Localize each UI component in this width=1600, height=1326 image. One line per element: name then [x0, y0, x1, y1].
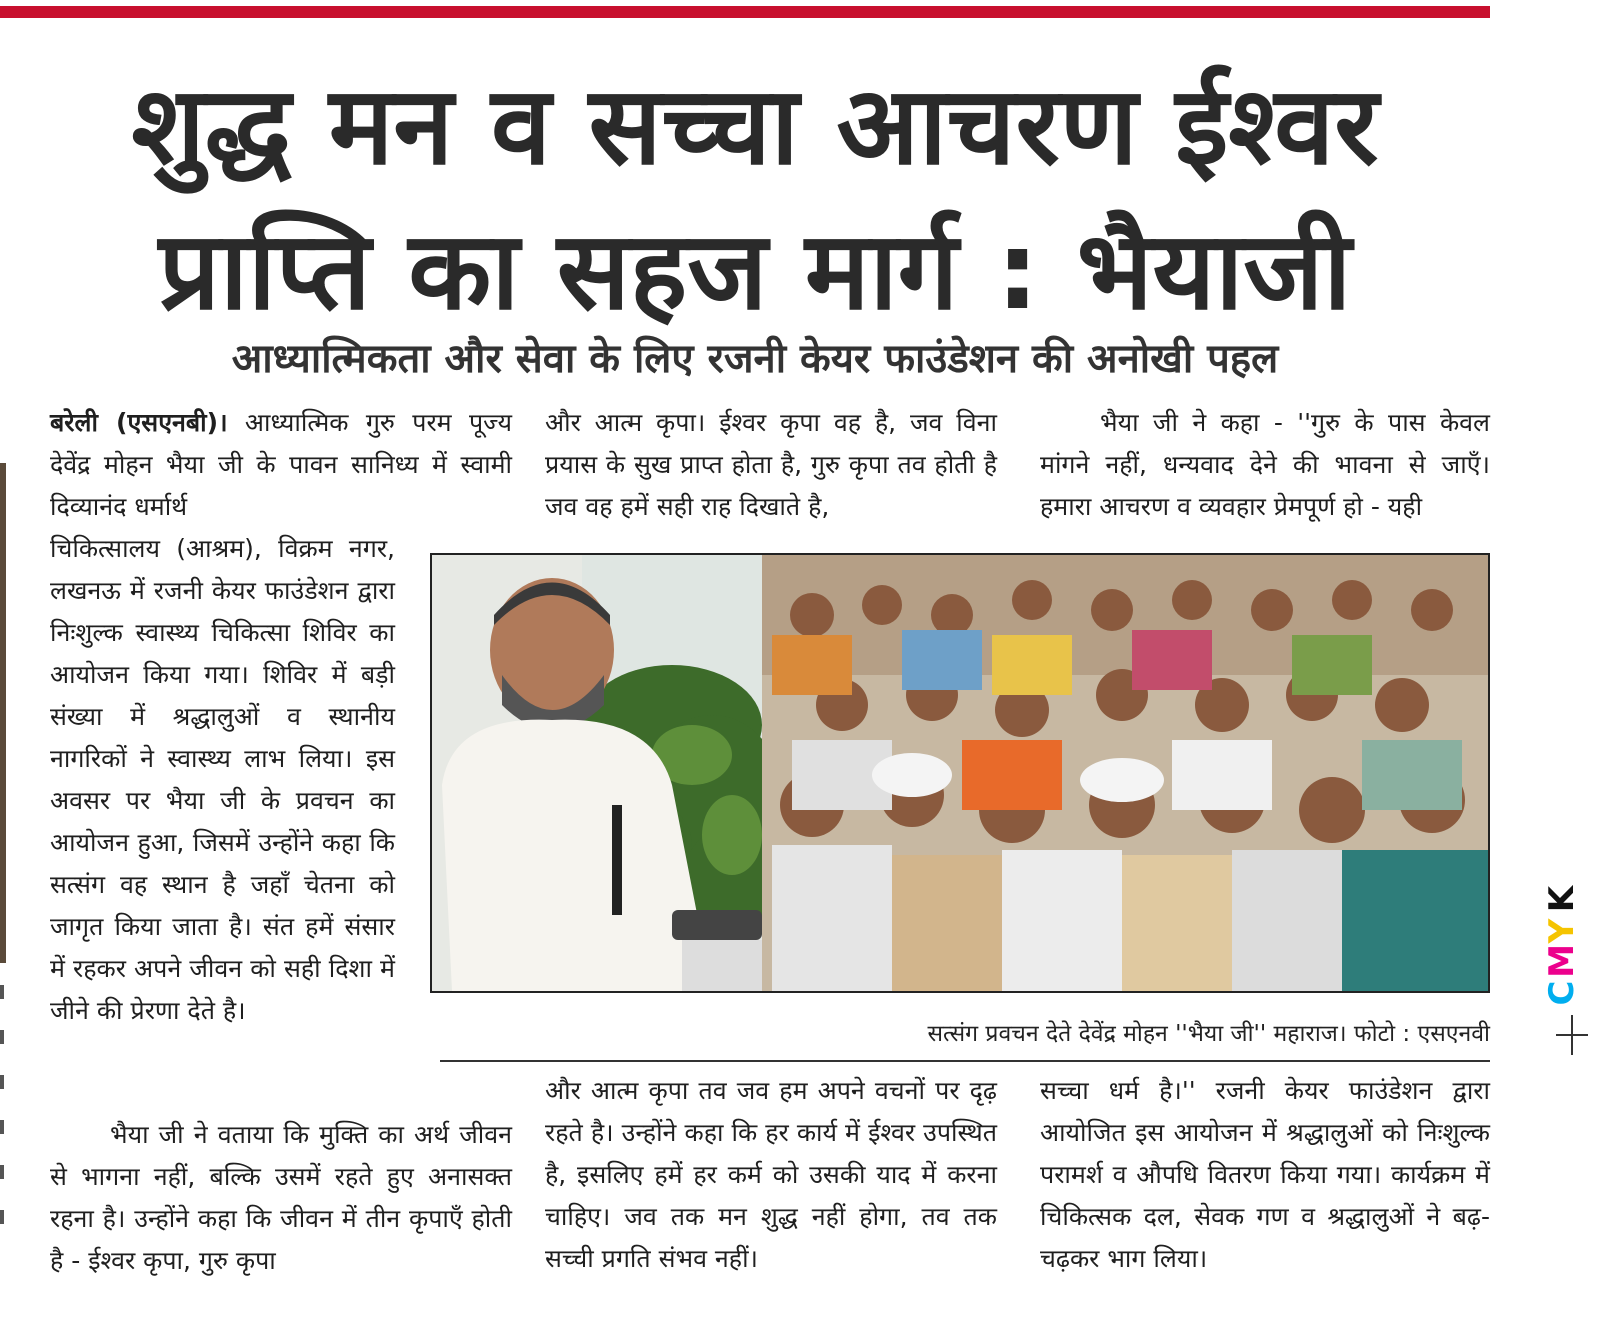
cmyk-c: C: [1542, 980, 1582, 1006]
paragraph-text: और आत्म कृपा तव जव हम अपने वचनों पर दृढ़ रहते है। उन्होंने कहा कि हर कार्य में ईश्वर उपस्थित है, इसलिए हमें हर कर्म को उसकी याद में करना चाहिए। जव तक मन शुद्ध नहीं होगा, तव तक सच्ची प्रगति संभव नहीं।: [545, 1076, 997, 1273]
column-rule-mark: [0, 1165, 4, 1179]
paragraph-text: चिकित्सालय (आश्रम), विक्रम नगर, लखनऊ में रजनी केयर फाउंडेशन द्वारा निःशुल्क स्वास्थ्य चिकित्सा शिविर का आयोजन किया गया। शिविर में बड़ी संख्या में श्रद्धालुओं व स्थानीय नागरिकों ने स्वास्थ्य लाभ लिया। इस अवसर पर भैया जी के प्रवचन का आयोजन हुआ, जिसमें उन्होंने कहा कि सत्संग वह स्थान है जहाँ चेतना को जागृत किया जाता है। संत हमें संसार में रहकर अपने जीवन को सही दिशा में जीने की प्रेरणा देते है।: [50, 534, 395, 1025]
cmyk-y: Y: [1542, 918, 1582, 944]
column-rule-mark: [0, 1210, 4, 1224]
top-red-bar: [0, 6, 1490, 18]
paragraph-text: आध्यात्मिक गुरु परम पूज्य देवेंद्र मोहन भैया जी के पावन सानिध्य में स्वामी दिव्यानंद धर्मार्थ: [50, 408, 512, 521]
caption-rule: [440, 1060, 1490, 1062]
column-rule-mark: [0, 1030, 4, 1044]
headline-line-1: शुद्ध मन व सच्चा आचरण ईश्वर: [131, 64, 1379, 189]
cmyk-m: M: [1542, 944, 1582, 978]
column-1-middle: [50, 528, 395, 1032]
paragraph-text: भैया जी ने वताया कि मुक्ति का अर्थ जीवन से भागना नहीं, बल्कि उसमें रहते हुए अनासक्त रहना है। उन्होंने कहा कि जीवन में तीन कृपाएँ होती है - ईश्वर कृपा, गुरु कृपा: [50, 1120, 512, 1275]
crosshair-mark: [1556, 1015, 1588, 1055]
column-1-bottom: [50, 1114, 512, 1282]
column-2-bottom: [545, 1070, 997, 1280]
photo-caption: सत्संग प्रवचन देते देवेंद्र मोहन ''भैया जी'' महाराज। फोटो : एसएनवी: [927, 1021, 1490, 1047]
paragraph-text: और आत्म कृपा। ईश्वर कृपा वह है, जव विना प्रयास के सुख प्राप्त होता है, गुरु कृपा तव होती है जव वह हमें सही राह दिखाते है,: [545, 408, 997, 521]
cmyk-registration-mark: [1542, 870, 1582, 1010]
cmyk-k: K: [1542, 885, 1582, 913]
headline-line-2: प्राप्ति का सहज मार्ग : भैयाजी: [158, 209, 1352, 334]
photo-illustration: [432, 555, 1488, 991]
column-3-top: [1040, 402, 1490, 528]
subheadline: आध्यात्मिकता और सेवा के लिए रजनी केयर फाउंडेशन की अनोखी पहल: [231, 336, 1279, 382]
dateline: बरेली (एसएनबी)।: [50, 408, 228, 437]
news-photo: [430, 553, 1490, 993]
adjacent-photo-edge: [0, 463, 6, 963]
paragraph-text: सच्चा धर्म है।'' रजनी केयर फाउंडेशन द्वारा आयोजित इस आयोजन में श्रद्धालुओं को निःशुल्क परामर्श व औपधि वितरण किया गया। कार्यक्रम में चिकित्सक दल, सेवक गण व श्रद्धालुओं ने बढ़-चढ़कर भाग लिया।: [1040, 1076, 1490, 1273]
column-rule-mark: [0, 985, 4, 999]
column-1-top: [50, 402, 512, 528]
column-rule-mark: [0, 1120, 4, 1134]
column-rule-mark: [0, 1075, 4, 1089]
paragraph-text: भैया जी ने कहा - ''गुरु के पास केवल मांगने नहीं, धन्यवाद देने की भावना से जाएँ। हमारा आचरण व व्यवहार प्रेमपूर्ण हो - यही: [1040, 408, 1490, 521]
column-3-bottom: [1040, 1070, 1490, 1280]
column-2-top: [545, 402, 997, 528]
